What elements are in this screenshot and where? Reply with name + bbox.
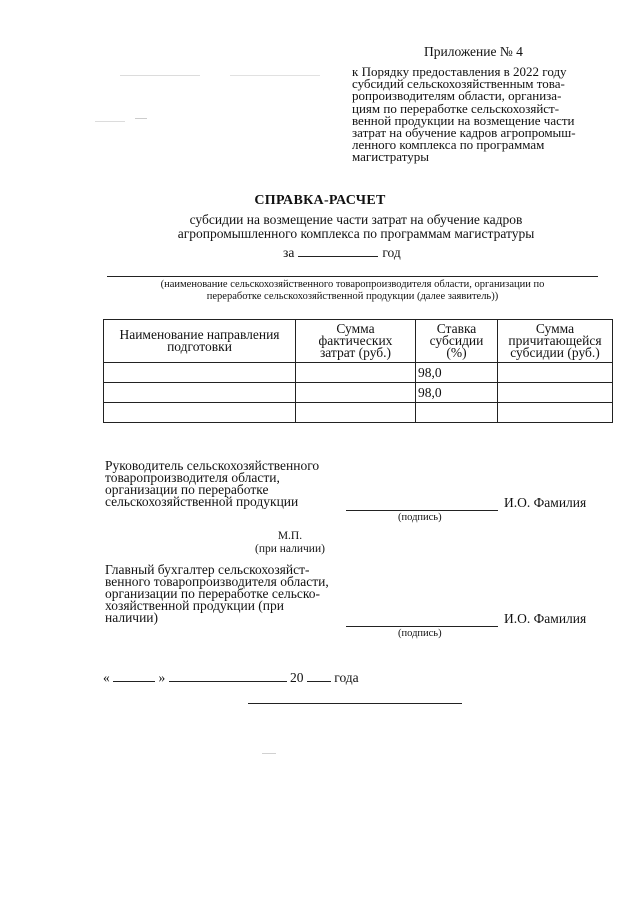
header-line: затрат (руб.) [319,345,392,360]
applicant-name-line[interactable] [107,276,598,277]
table-cell[interactable] [104,403,296,423]
table-header-row [104,320,613,363]
accountant-title-line: хозяйственной продукции (при [105,598,284,613]
header-line: причитающейся [508,333,602,348]
day-blank[interactable] [113,670,155,682]
table-row [104,383,613,403]
appendix-number: Приложение № 4 [424,44,523,59]
header-line: Ставка [436,321,477,336]
scan-speck [262,753,276,754]
header-line: Наименование направления [119,327,280,342]
table-cell[interactable]: 98,0 [416,363,498,383]
head-title [105,460,319,508]
year-digits-blank[interactable] [307,670,331,682]
table-row [104,363,613,383]
header-line: фактических [318,333,393,348]
header-line: Сумма [535,321,575,336]
head-name: И.О. Фамилия [504,495,587,510]
head-title-line: сельскохозяйственной продукции [105,494,299,509]
head-title-line: Руководитель сельскохозяйственного [105,458,320,473]
table-cell[interactable] [498,363,613,383]
caption-line: (наименование сельскохозяйственного товаропроизводителя области, организации по [160,279,545,290]
accountant-title-line: организации по переработке сельско- [105,586,320,601]
subtitle-line: агропромышленного комплекса по программам магистратуры [177,226,535,241]
appendix-line: затрат на обучение кадров агропромыш- [352,125,576,141]
appendix-line: к Порядку предоставления в 2022 году [352,64,567,79]
stamp-note: (при наличии) [255,543,325,555]
period-line [283,245,401,261]
header-line: Сумма [336,321,375,336]
document-subtitle [0,213,640,241]
appendix-line: субсидий сельскохозяйственным това- [352,76,565,92]
head-title-line: организации по переработке [105,482,269,497]
table-row [104,403,613,423]
header-line: (%) [446,345,467,360]
header-line: субсидии [429,333,484,348]
scan-speck [135,118,147,119]
subtitle-line: субсидии на возмещение части затрат на обучение кадров [189,212,523,227]
table-cell[interactable] [296,403,416,423]
appendix-line: магистратуры [352,149,429,165]
open-quote: « [103,670,110,685]
table-cell[interactable] [104,383,296,403]
table-cell[interactable] [296,363,416,383]
head-title-line: товаропроизводителя области, [105,470,280,485]
table-cell[interactable] [104,363,296,383]
appendix-line: венной продукции на возмещение части [352,112,575,128]
accountant-title-line: венного товаропроизводителя области, [105,574,329,589]
header-line: субсидии (руб.) [510,345,600,360]
appendix-header [352,44,576,164]
month-blank[interactable] [169,670,287,682]
header-direction [104,320,296,363]
accountant-signature-caption: (подпись) [398,628,442,639]
appendix-line: ленного комплекса по программам [352,137,545,153]
scan-speck [120,75,200,76]
accountant-title-line: Главный бухгалтер сельскохозяйст- [105,562,310,577]
header-line: подготовки [167,339,232,354]
header-subsidy-rate [416,320,498,363]
year-suffix: года [334,670,359,685]
close-quote: » [158,670,166,685]
table-cell[interactable] [498,383,613,403]
applicant-caption [110,279,595,303]
period-prefix: за [283,245,295,260]
accountant-title [105,564,329,624]
table-cell[interactable] [296,383,416,403]
head-signature-caption: (подпись) [398,512,442,523]
scan-speck [95,121,125,122]
year-blank[interactable] [298,245,378,257]
accountant-title-line: наличии) [105,610,159,625]
stamp-label: М.П. [277,530,303,542]
century-text: 20 [290,670,304,685]
document-title: СПРАВКА-РАСЧЕТ [254,193,386,208]
header-actual-costs [296,320,416,363]
bottom-line [248,703,462,704]
table-cell[interactable] [498,403,613,423]
stamp-place [255,530,325,556]
table-cell[interactable] [416,403,498,423]
accountant-signature-line[interactable] [346,626,498,627]
accountant-name: И.О. Фамилия [504,611,587,626]
header-subsidy-amount [498,320,613,363]
appendix-line: ропроизводителям области, организа- [352,88,562,104]
caption-line: переработке сельскохозяйственной продукции (далее заявитель)) [206,291,499,302]
date-line [103,670,359,686]
head-signature-line[interactable] [346,510,498,511]
calculation-table [103,319,613,423]
period-suffix: год [382,245,401,260]
appendix-line: циям по переработке сельскохозяйст- [352,100,560,116]
table-cell[interactable]: 98,0 [416,383,498,403]
scan-speck [230,75,320,76]
